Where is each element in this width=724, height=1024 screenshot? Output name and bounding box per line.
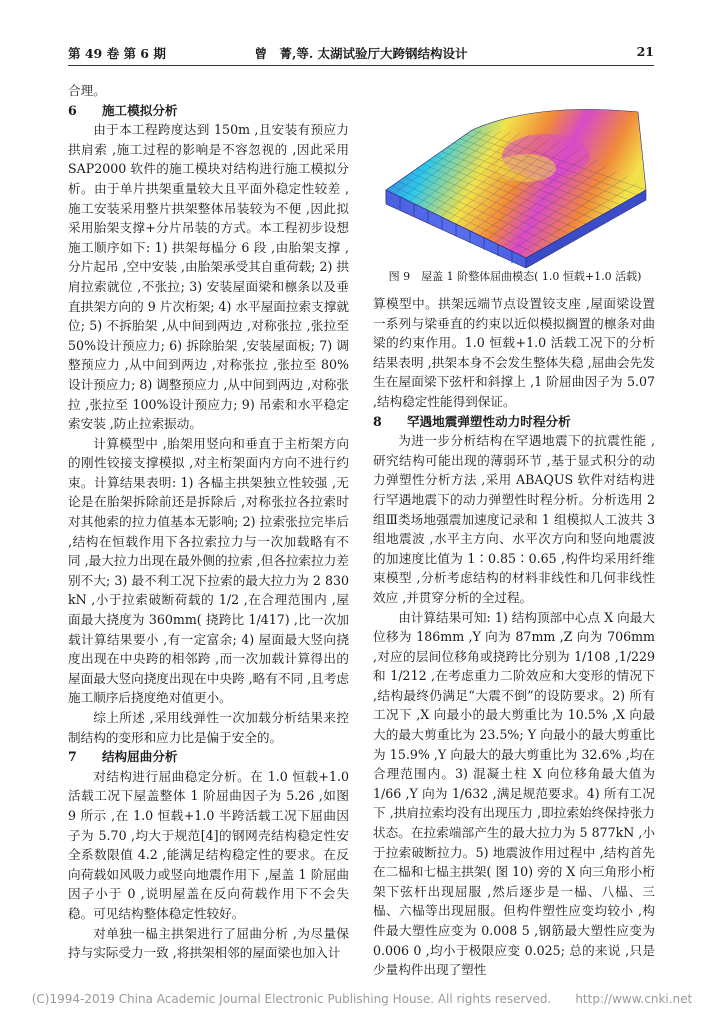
paragraph: 为进一步分析结构在罕遇地震下的抗震性能 ,研究结构可能出现的薄弱环节 ,基于显式积分的动力弹塑性分析方法 ,采用 ABAQUS 软件对结构进行罕遇地震下的动力弹塑性时程分析。分析选用 2 组Ⅲ类场地强震加速度记录和 1 组模拟人工波共 3 组地震波 ,水平主方向、水平次方向和竖向地震波的加速度比值为 1∶0.85∶0.65 ,构件均采用纤维束模型 ,分析考虑结构的材料非线性和几何非线性效应 ,并贯穿分析的全过程。 <box>373 433 655 605</box>
paragraph-continued: 算模型中。拱架远端节点设置铰支座 ,屋面梁设置一系列与梁垂直的约束以近似模拟搁置的檩条对曲梁的约束作用。1.0 恒载+1.0 活载工况下的分析结果表明 ,拱架本身不会发生整体失稳 ,屈曲会先发生在屋面梁下弦杆和斜撑上 ,1 阶屈曲因子为 5.07 ,结构稳定性能得到保证。 <box>373 296 655 409</box>
paragraph: 对单独一榀主拱架进行了屈曲分析 ,为尽量保持与实际受力一致 ,将拱架相邻的屋面梁也加入计 <box>68 925 349 961</box>
paragraph: 对结构进行屈曲稳定分析。在 1.0 恒载+1.0 活载工况下屋盖整体 1 阶屈曲因子为 5.26 ,如图 9 所示 ,在 1.0 恒载+1.0 半跨活载工况下屈曲因子为 5.70 ,均大于规范[4]的钢网壳结构稳定性安全系数限值 4.2 ,能满足结构稳定性的要求。在反向荷载如风吸力或竖向地震作用下 ,屋盖 1 阶屈曲因子小于 0 ,说明屋盖在反向荷载作用下不会失稳。可见结构整体稳定性较好。 <box>68 768 349 921</box>
running-header <box>68 44 654 62</box>
section-heading-7: 7 结构屈曲分析 <box>68 749 178 765</box>
figure-9-buckling-mode <box>376 72 654 268</box>
paragraph: 由计算结果可知: 1) 结构顶部中心点 X 向最大位移为 186mm ,Y 向为 87mm ,Z 向为 706mm ,对应的层间位移角或挠跨比分别为 1/108 ,1/229 和 1/212 ,在考虑重力二阶效应和大变形的情况下 ,结构最终仍满足“大震不倒”的设防要求。2) 所有工况下 ,X 向最小的最大剪重比为 10.5% ,X 向最大的最大剪重比为 23.5%; Y 向最小的最大剪重比为 15.9% ,Y 向最大的最大剪重比为 32.6% ,均在合理范围内。3) 混凝土柱 X 向位移角最大值为 1/66 ,Y 向为 1/632 ,满足规范要求。4) 所有工况下 ,拱肩拉索均没有出现压力 ,即拉索始终保持张力状态。在拉索端部产生的最大拉力为 5 877kN ,小于拉索破断拉力。5) 地震波作用过程中 ,结构首先在二榀和七榀主拱架( 图 10) 旁的 X 向三角形小桁架下弦杆出现屈服 ,然后逐步是一榀、八榀、三榀、六榀等出现屈服。但构件塑性应变均较小 ,构件最大塑性应变为 0.008 5 ,钢筋最大塑性应变为 0.006 0 ,均小于极限应变 0.025; 总的来说 ,只是少量构件出现了塑性 <box>373 609 655 978</box>
right-column <box>373 294 655 980</box>
page-number: 21 <box>636 44 654 59</box>
header-rule <box>68 65 654 66</box>
figure-9-caption: 图 9 屋盖 1 阶整体屈曲模态( 1.0 恒载+1.0 活载) <box>388 270 642 283</box>
journal-issue: 第 49 卷 第 6 期 <box>68 46 166 61</box>
section-heading-6: 6 施工模拟分析 <box>68 102 178 118</box>
cnki-copyright-footer: (C)1994-2019 China Academic Journal Electronic Publishing House. All rights reserved. http://www.cnki.net <box>31 992 693 1006</box>
paragraph: 计算模型中 ,胎架用竖向和垂直于主桁架方向的刚性铰接支撑模拟 ,对主桁架面内方向不进行约束。计算结果表明: 1) 各榀主拱架独立性较强 ,无论是在胎架拆除前还是拆除后 ,对称张拉各拉索时对其他索的拉力值基本无影响; 2) 拉索张拉完毕后 ,结构在恒载作用下各拉索拉力与一次加载略有不同 ,最大拉力出现在最外侧的拉索 ,但各拉索拉力差别不大; 3) 最不利工况下拉索的最大拉力为 2 830 kN ,小于拉索破断荷载的 1/2 ,在合理范围内 ,屋面最大挠度为 360mm( 挠跨比 1/417) ,比一次加载计算结果要小 ,有一定富余; 4) 屋面最大竖向挠度出现在中央跨的相邻跨 ,而一次加载计算得出的屋面最大竖向挠度出现在中央跨 ,略有不同 ,且考虑施工顺序后挠度绝对值更小。 <box>68 435 349 706</box>
paragraph-end-previous: 合理。 <box>68 83 106 98</box>
running-title: 曾 菁,等. 太湖试验厅大跨钢结构设计 <box>254 46 468 61</box>
left-column <box>68 81 349 963</box>
paragraph: 由于本工程跨度达到 150m ,且安装有预应力拱肩索 ,施工过程的影响是不容忽视的 ,因此采用 SAP2000 软件的施工模块对结构进行施工模拟分析。由于单片拱架重量较大且平面外稳定性较差 ,施工安装采用整片拱架整体吊装较为不便 ,因此拟采用胎架支撑+分片吊装的方式。本工程初步设想施工顺序如下: 1) 拱架每榀分 6 段 ,由胎架支撑 ,分片起吊 ,空中安装 ,由胎架承受其自重荷载; 2) 拱肩拉索就位 ,不张拉; 3) 安装屋面梁和檩条以及垂直拱架方向的 9 片次桁架; 4) 水平屋面拉索支撑就位; 5) 不拆胎架 ,从中间到两边 ,对称张拉 ,张拉至 50%设计预应力; 6) 拆除胎架 ,安装屋面板; 7) 调整预应力 ,从中间到两边 ,对称张拉 ,张拉至 80% 设计预应力; 8) 调整预应力 ,从中间到两边 ,对称张拉 ,张拉至 100%设计预应力; 9) 吊索和水平稳定索安装 ,防止拉索振动。 <box>68 122 349 432</box>
section-heading-8: 8 罕遇地震弹塑性动力时程分析 <box>373 413 571 429</box>
paragraph: 综上所述 ,采用线弹性一次加载分析结果来控制结构的变形和应力比是偏于安全的。 <box>68 710 349 745</box>
